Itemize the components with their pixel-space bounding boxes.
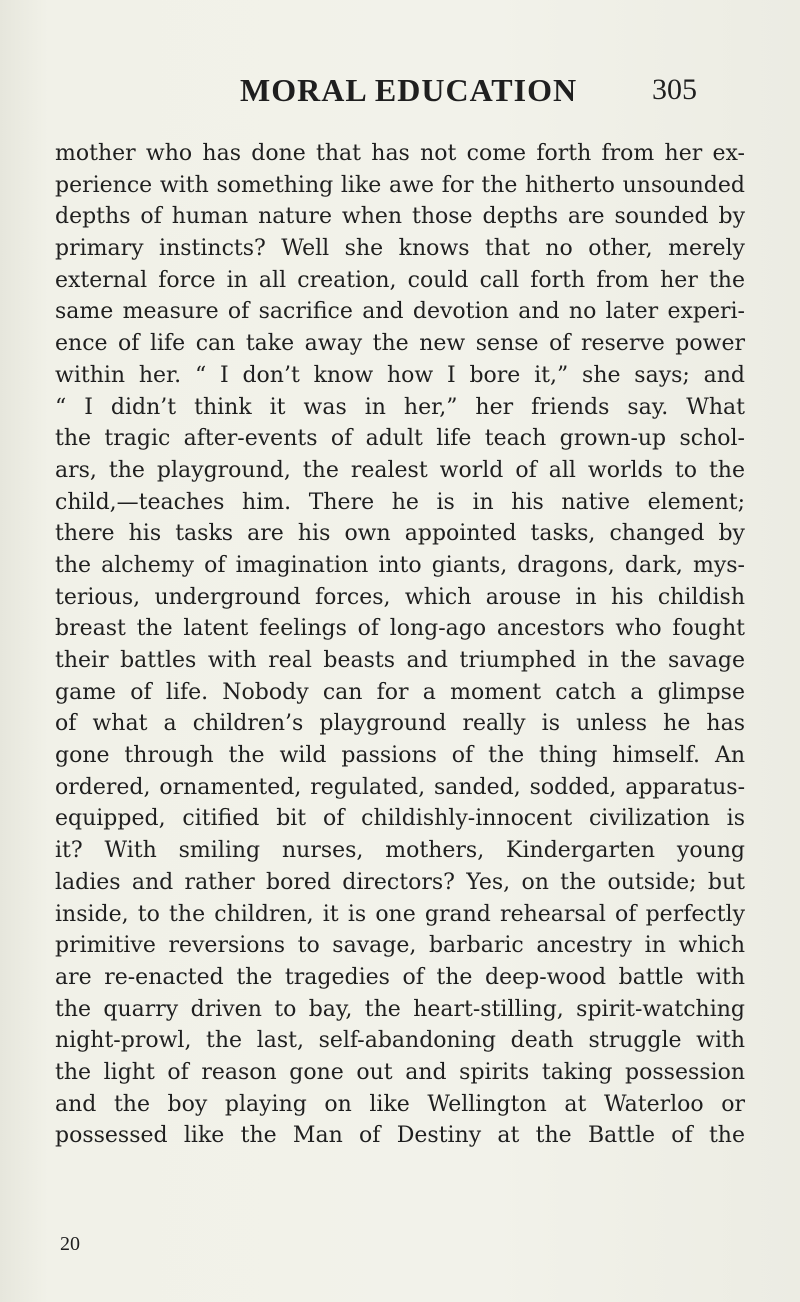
page-number: 305 xyxy=(652,73,697,106)
text-line: it? With smiling nurses, mothers, Kindergarten young xyxy=(55,838,745,864)
text-line: there his tasks are his own appointed tasks, changed by xyxy=(55,521,745,547)
text-line: their battles with real beasts and triumphed in the savage xyxy=(55,648,745,673)
text-line: of what a children’s playground really is unless he has xyxy=(55,711,745,737)
text-line: the quarry driven to bay, the heart-stilling, spirit-watching xyxy=(55,996,745,1022)
text-line: possessed like the Man of Destiny at the Battle of the xyxy=(55,1123,745,1149)
text-line: terious, underground forces, which arouse in his childish xyxy=(55,584,745,610)
text-line: primitive reversions to savage, barbaric ancestry in which xyxy=(55,933,745,959)
text-line: child,—teaches him. There he is in his native element; xyxy=(55,489,745,515)
signature-mark: 20 xyxy=(60,1233,80,1255)
running-head-title: MORAL EDUCATION xyxy=(240,72,578,108)
text-line: gone through the wild passions of the thing himself. An xyxy=(55,743,745,769)
text-line: within her. “ I don’t know how I bore it,” she says; and xyxy=(55,362,745,388)
text-line: mother who has done that has not come forth from her ex- xyxy=(55,141,745,166)
text-line: depths of human nature when those depths are sounded by xyxy=(55,204,745,230)
text-line: equipped, citified bit of childishly-innocent civilization is xyxy=(55,806,745,832)
body-text xyxy=(55,138,745,1152)
text-line: the light of reason gone out and spirits taking possession xyxy=(55,1059,745,1085)
text-line: same measure of sacrifice and devotion and no later experi- xyxy=(55,299,745,325)
text-line: primary instincts? Well she knows that no other, merely xyxy=(55,236,745,262)
text-line: ars, the playground, the realest world of all worlds to the xyxy=(55,457,745,483)
text-line: the alchemy of imagination into giants, dragons, dark, mys- xyxy=(55,552,745,578)
text-line: and the boy playing on like Wellington at Waterloo or xyxy=(55,1091,745,1117)
text-line: “ I didn’t think it was in her,” her friends say. What xyxy=(55,394,745,420)
text-line: ladies and rather bored directors? Yes, on the outside; but xyxy=(55,869,745,895)
text-line: night-prowl, the last, self-abandoning death struggle with xyxy=(55,1028,745,1054)
text-line: game of life. Nobody can for a moment catch a glimpse xyxy=(55,679,745,705)
text-line: external force in all creation, could call forth from her the xyxy=(55,267,745,293)
text-line: the tragic after-events of adult life teach grown-up schol- xyxy=(55,426,745,452)
text-line: breast the latent feelings of long-ago ancestors who fought xyxy=(55,616,745,642)
text-line: are re-enacted the tragedies of the deep-wood battle with xyxy=(55,964,745,990)
text-line: inside, to the children, it is one grand rehearsal of perfectly xyxy=(55,901,745,927)
text-line: perience with something like awe for the hitherto unsounded xyxy=(55,172,745,198)
text-line: ordered, ornamented, regulated, sanded, sodded, apparatus- xyxy=(55,774,745,800)
text-line: ence of life can take away the new sense of reserve power xyxy=(55,331,745,357)
page-header xyxy=(0,70,800,110)
